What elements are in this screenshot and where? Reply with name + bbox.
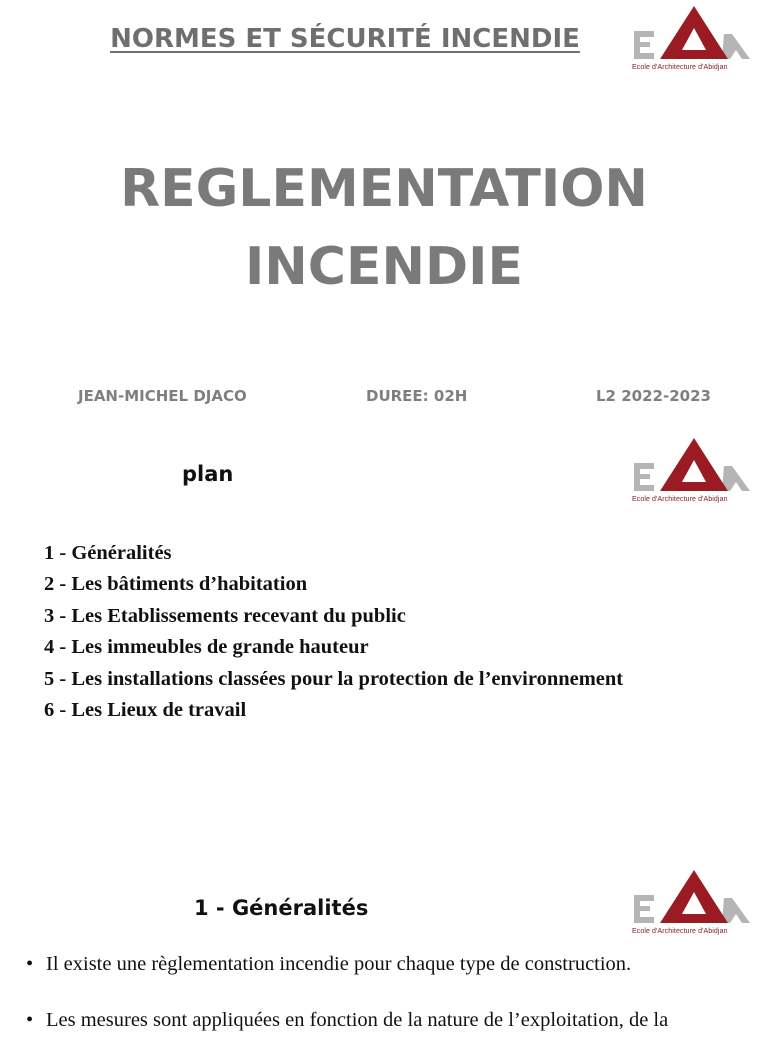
- bullet-text-2: Les mesures sont appliquées en fonction de la nature de l’exploitation, de la: [46, 1009, 669, 1031]
- author-name: JEAN-MICHEL DJACO: [78, 387, 247, 405]
- plan-slide: [0, 430, 768, 860]
- eaa-logo-icon: [632, 4, 756, 64]
- plan-item-2: 2 - Les bâtiments d’habitation: [44, 573, 308, 596]
- logo-caption: Ecole d'Architecture d'Abidjan: [632, 64, 728, 71]
- bullet-text-1: Il existe une règlementation incendie pour chaque type de construction.: [46, 953, 632, 975]
- generalites-slide: [0, 860, 768, 1031]
- course-duration: DUREE: 02H: [366, 387, 468, 405]
- course-title: NORMES ET SÉCURITÉ INCENDIE: [110, 24, 580, 54]
- main-title-line-2: INCENDIE: [244, 237, 524, 297]
- bullet-icon: •: [26, 1009, 34, 1031]
- plan-item-6: 6 - Les Lieux de travail: [44, 699, 247, 722]
- plan-heading: plan: [182, 462, 234, 486]
- school-logo: [632, 436, 756, 508]
- bullet-list: [26, 952, 668, 1064]
- bullet-item-2: [26, 1008, 668, 1032]
- title-slide: [0, 0, 768, 430]
- plan-item-3: 3 - Les Etablissements recevant du public: [44, 604, 406, 627]
- plan-list: [44, 538, 623, 726]
- section-heading: 1 - Généralités: [194, 896, 369, 920]
- plan-item-5: 5 - Les installations classées pour la protection de l’environnement: [44, 667, 624, 690]
- school-logo: [632, 868, 756, 940]
- logo-caption: Ecole d'Architecture d'Abidjan: [632, 928, 728, 935]
- plan-item-1: 1 - Généralités: [44, 542, 172, 564]
- plan-item-4: 4 - Les immeubles de grande hauteur: [44, 636, 369, 659]
- school-logo: [632, 4, 756, 76]
- main-title: [0, 150, 768, 306]
- eaa-logo-icon: [632, 436, 756, 496]
- bullet-item-1: [26, 952, 668, 976]
- eaa-logo-icon: [632, 868, 756, 928]
- logo-caption: Ecole d'Architecture d'Abidjan: [632, 496, 728, 503]
- academic-year: L2 2022-2023: [596, 387, 711, 405]
- bullet-icon: •: [26, 953, 34, 975]
- main-title-line-1: REGLEMENTATION: [120, 159, 648, 219]
